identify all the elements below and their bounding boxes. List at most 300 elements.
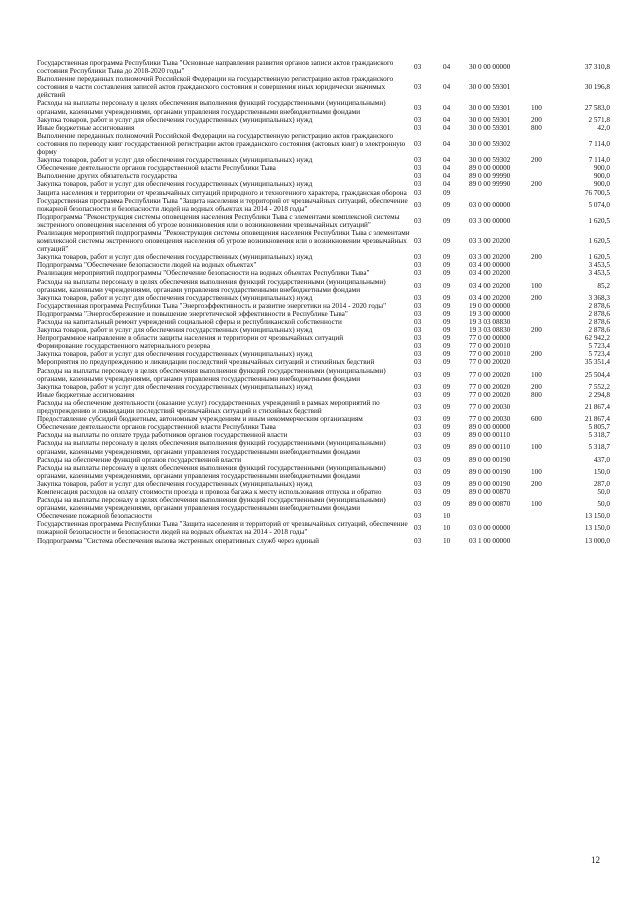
row-target-article: 30 0 00 59301	[469, 115, 511, 124]
row-expense-type	[531, 488, 559, 496]
row-section-code: 03	[414, 467, 422, 476]
row-target-article: 03 4 00 20200	[469, 281, 511, 290]
row-amount: 900,0	[593, 180, 610, 189]
table-row	[37, 415, 610, 423]
row-subsection-code: 09	[443, 293, 451, 302]
table-row	[37, 326, 610, 334]
row-expense-type: 100	[531, 443, 542, 452]
row-expense-type: 100	[531, 281, 542, 290]
table-row	[37, 480, 610, 488]
row-subsection-code: 04	[443, 164, 451, 173]
row-name: Расходы на выплаты по оплате труда работников органов государственной власти	[37, 431, 288, 440]
row-section-code: 03	[414, 455, 422, 464]
table-row	[37, 383, 610, 391]
table-row	[37, 75, 610, 99]
row-amount: 50,0	[597, 500, 610, 509]
row-amount: 13 150,0	[584, 512, 610, 521]
row-expense-type: 600	[531, 415, 542, 424]
table-row	[37, 180, 610, 188]
row-name: Закупка товаров, работ и услуг для обеспечения государственных (муниципальных) нужд	[37, 156, 313, 165]
row-expense-type: 800	[531, 123, 542, 132]
row-amount: 437,0	[593, 455, 610, 464]
row-section-code: 03	[414, 390, 422, 399]
row-name: Защита населения и территории от чрезвычайных ситуаций природного и техногенного характера, гражданская оборона	[37, 188, 407, 197]
row-name: Формирование государственного материального резерва	[37, 342, 211, 351]
row-subsection-code: 09	[443, 487, 451, 496]
row-expense-type: 100	[531, 467, 542, 476]
row-target-article: 30 0 00 59301	[469, 123, 511, 132]
row-amount: 7 114,0	[588, 139, 610, 148]
table-row	[37, 124, 610, 132]
row-section-code: 03	[414, 342, 422, 351]
table-row	[37, 132, 610, 156]
row-expense-type	[531, 358, 559, 366]
row-target-article: 30 0 00 59301	[469, 103, 511, 112]
row-target-article: 77 0 00 00000	[469, 334, 511, 343]
table-row	[37, 278, 610, 294]
row-subsection-code: 10	[443, 512, 451, 521]
row-name: Расходы на выплаты персоналу в целях обеспечения выполнения функций государственными (муниципальными) органами, казенными учреждениями, органами управления государственными внебюджетными фондами	[37, 99, 386, 116]
row-amount: 2 878,6	[588, 309, 610, 318]
row-target-article: 89 0 00 00190	[469, 479, 511, 488]
table-row	[37, 189, 610, 197]
table-row	[37, 164, 610, 172]
row-name: Обеспечение пожарной безопасности	[37, 512, 153, 521]
row-subsection-code: 09	[443, 253, 451, 262]
table-row	[37, 172, 610, 180]
row-expense-type: 200	[531, 479, 542, 488]
row-section-code: 03	[414, 123, 422, 132]
row-subsection-code: 09	[443, 342, 451, 351]
row-section-code: 03	[414, 103, 422, 112]
row-subsection-code: 09	[443, 402, 451, 411]
row-expense-type: 200	[531, 382, 542, 391]
row-section-code: 03	[414, 443, 422, 452]
row-target-article: 19 3 03 08830	[469, 326, 511, 335]
row-amount: 7 552,2	[588, 382, 610, 391]
row-expense-type: 200	[531, 156, 542, 165]
row-amount: 1 620,5	[588, 216, 610, 225]
row-name: Выполнение других обязательств государства	[37, 172, 178, 181]
row-expense-type: 200	[531, 350, 542, 359]
row-expense-type: 200	[531, 180, 542, 189]
row-target-article: 03 3 00 20200	[469, 253, 511, 262]
row-name: Закупка товаров, работ и услуг для обеспечения государственных (муниципальных) нужд	[37, 326, 313, 335]
row-target-article: 77 0 00 20030	[469, 415, 511, 424]
row-section-code: 03	[414, 487, 422, 496]
row-name: Закупка товаров, работ и услуг для обеспечения государственных (муниципальных) нужд	[37, 253, 313, 262]
row-amount: 2 878,6	[588, 318, 610, 326]
row-subsection-code: 09	[443, 358, 451, 367]
row-target-article: 77 0 00 20030	[469, 402, 511, 411]
row-section-code: 03	[414, 115, 422, 124]
budget-table	[37, 59, 610, 545]
row-subsection-code: 04	[443, 180, 451, 189]
row-section-code: 03	[414, 334, 422, 343]
row-section-code: 03	[414, 423, 422, 432]
row-expense-type	[531, 342, 559, 350]
row-amount: 5 805,7	[588, 423, 610, 432]
row-expense-type: 200	[531, 253, 542, 262]
row-name: Обеспечение деятельности органов государственной власти Республики Тыва	[37, 164, 276, 173]
table-row	[37, 464, 610, 480]
table-row	[37, 399, 610, 415]
row-target-article	[469, 512, 531, 520]
row-subsection-code: 09	[443, 200, 451, 209]
row-section-code: 03	[414, 269, 422, 278]
row-expense-type	[531, 261, 559, 269]
row-expense-type	[531, 423, 559, 431]
row-subsection-code: 09	[443, 237, 451, 246]
row-amount: 5 723,4	[588, 342, 610, 351]
row-subsection-code: 09	[443, 443, 451, 452]
row-section-code: 03	[414, 512, 422, 521]
row-amount: 62 942,2	[584, 334, 610, 343]
row-subsection-code: 04	[443, 123, 451, 132]
row-expense-type	[531, 164, 559, 172]
table-row	[37, 512, 610, 520]
row-target-article: 03 0 00 00000	[469, 200, 511, 209]
row-target-article: 30 0 00 59302	[469, 139, 511, 148]
row-target-article: 89 0 00 00110	[469, 431, 511, 440]
row-section-code: 03	[414, 281, 422, 290]
row-name: Закупка товаров, работ и услуг для обеспечения государственных (муниципальных) нужд	[37, 115, 313, 124]
row-target-article: 30 0 00 00000	[469, 63, 511, 72]
row-subsection-code: 04	[443, 103, 451, 112]
row-expense-type	[531, 75, 559, 99]
table-row	[37, 261, 610, 269]
row-amount: 50,0	[597, 487, 610, 496]
table-row	[37, 269, 610, 277]
row-expense-type	[531, 132, 559, 156]
row-subsection-code: 09	[443, 390, 451, 399]
row-amount: 2 878,6	[588, 301, 610, 310]
row-name: Мероприятия по предупреждению и ликвидации последствий чрезвычайных ситуаций и стихийных бедствий	[37, 358, 375, 367]
row-name: Реализация мероприятий подпрограммы "Реконструкция системы оповещения населения Республики Тыва с элементами комплексной системы экстренного оповещения населения об угрозе возникновения или о возникновении чрезвычайных ситуаций"	[37, 228, 410, 254]
row-section-code: 03	[414, 536, 422, 545]
table-row	[37, 197, 610, 213]
row-name: Закупка товаров, работ и услуг для обеспечения государственных (муниципальных) нужд	[37, 350, 313, 359]
row-expense-type: 100	[531, 103, 542, 112]
row-amount: 13 000,0	[584, 536, 610, 545]
row-amount: 76 700,5	[584, 188, 610, 197]
table-row	[37, 350, 610, 358]
row-name: Реализация мероприятий подпрограммы "Обеспечение безопасности на водных объектах Республики Тыва"	[37, 269, 370, 278]
row-section-code: 03	[414, 261, 422, 270]
row-name: Государственная программа Республики Тыва "Защита населения и территорий от чрезвычайных ситуаций, обеспечение пожарной безопасности и безопасности людей на водных объектах на 2014 - 2018 годы"	[37, 520, 408, 537]
row-amount: 150,0	[593, 467, 610, 476]
row-subsection-code: 09	[443, 334, 451, 343]
row-name: Иные бюджетные ассигнования	[37, 390, 135, 399]
table-row	[37, 537, 610, 545]
table-row	[37, 423, 610, 431]
row-amount: 21 867,4	[584, 415, 610, 424]
table-row	[37, 520, 610, 536]
row-target-article: 03 3 00 20200	[469, 237, 511, 246]
table-row	[37, 294, 610, 302]
row-target-article: 03 4 00 20200	[469, 293, 511, 302]
row-section-code: 03	[414, 370, 422, 379]
row-expense-type	[531, 512, 559, 520]
row-section-code: 03	[414, 382, 422, 391]
row-subsection-code: 09	[443, 261, 451, 270]
row-name: Подпрограмма "Система обеспечения вызова экстренных оперативных служб через единый	[37, 536, 319, 545]
row-target-article: 03 3 00 00000	[469, 216, 511, 225]
row-subsection-code: 09	[443, 216, 451, 225]
row-target-article: 03 1 00 00000	[469, 536, 511, 545]
table-row	[37, 310, 610, 318]
row-amount: 25 504,4	[584, 370, 610, 379]
row-target-article: 89 0 00 99990	[469, 180, 511, 189]
row-amount: 3 453,5	[588, 261, 610, 270]
row-expense-type	[531, 334, 559, 342]
row-name: Расходы на выплаты персоналу в целях обеспечения выполнения функций государственными (муниципальными) органами, казенными учреждениями, органами управления государственными внебюджетными фондами	[37, 463, 386, 480]
row-section-code: 03	[414, 358, 422, 367]
row-target-article: 03 4 00 00000	[469, 261, 511, 270]
row-expense-type	[531, 456, 559, 464]
row-subsection-code: 09	[443, 269, 451, 278]
row-name: Расходы на выплаты персоналу в целях обеспечения выполнения функций государственными (муниципальными) органами, казенными учреждениями, органами управления государственными внебюджетными фондами	[37, 496, 386, 513]
row-target-article: 03 4 00 20200	[469, 269, 511, 278]
row-subsection-code: 09	[443, 500, 451, 509]
table-row	[37, 358, 610, 366]
row-name: Иные бюджетные ассигнования	[37, 123, 135, 132]
row-expense-type	[531, 302, 559, 310]
table-row	[37, 213, 610, 229]
row-subsection-code: 09	[443, 479, 451, 488]
page-number: 12	[591, 855, 600, 865]
row-section-code: 03	[414, 237, 422, 246]
row-amount: 2 878,6	[588, 326, 610, 335]
table-row	[37, 367, 610, 383]
row-name: Закупка товаров, работ и услуг для обеспечения государственных (муниципальных) нужд	[37, 479, 313, 488]
row-amount: 21 867,4	[584, 402, 610, 411]
row-name: Расходы на обеспечение деятельности (оказание услуг) государственных учреждений в рамках мероприятий по предупреждению и ликвидации последствий чрезвычайных ситуаций и стихийных бедствий	[37, 398, 380, 416]
row-target-article: 89 0 00 00000	[469, 164, 511, 173]
row-subsection-code: 04	[443, 172, 451, 181]
row-subsection-code: 09	[443, 309, 451, 318]
table-row	[37, 302, 610, 310]
row-subsection-code: 09	[443, 318, 451, 326]
table-row	[37, 318, 610, 326]
table-row	[37, 59, 610, 75]
row-target-article: 19 3 03 08830	[469, 318, 511, 326]
row-subsection-code: 09	[443, 467, 451, 476]
row-subsection-code: 10	[443, 536, 451, 545]
row-target-article: 30 0 00 59301	[469, 83, 511, 92]
row-subsection-code: 04	[443, 63, 451, 72]
row-amount: 35 351,4	[584, 358, 610, 367]
row-name: Предоставление субсидий бюджетным, автономным учреждениям и иным некоммерческим организациям	[37, 415, 363, 424]
table-row	[37, 488, 610, 496]
row-expense-type	[531, 431, 559, 439]
row-section-code: 03	[414, 188, 422, 197]
row-name: Расходы на выплаты персоналу в целях обеспечения выполнения функций государственными (муниципальными) органами, казенными учреждениями, органами управления государственными внебюджетными фондами	[37, 439, 386, 456]
row-target-article: 89 0 00 00870	[469, 487, 511, 496]
row-subsection-code: 04	[443, 139, 451, 148]
row-section-code: 03	[414, 216, 422, 225]
table-row	[37, 439, 610, 455]
row-section-code: 03	[414, 164, 422, 173]
row-section-code: 03	[414, 524, 422, 533]
row-expense-type: 200	[531, 326, 542, 335]
row-expense-type	[531, 197, 559, 213]
row-subsection-code: 09	[443, 415, 451, 424]
row-target-article: 77 0 00 20020	[469, 390, 511, 399]
row-target-article: 89 0 00 00110	[469, 443, 511, 452]
row-section-code: 03	[414, 350, 422, 359]
row-name: Выполнение переданных полномочий Российской Федерации на государственную регистрацию актов гражданского состояния по переводу книг государственной регистрации актов гражданского состояния (актовых книг) в электронную форму	[37, 131, 406, 157]
row-section-code: 03	[414, 139, 422, 148]
row-section-code: 03	[414, 156, 422, 165]
row-name: Государственная программа Республики Тыва "Основные направления развития органов записи актов гражданского состояния Республики Тыва до 2018-2020 годы"	[37, 59, 394, 76]
row-section-code: 03	[414, 253, 422, 262]
row-subsection-code: 09	[443, 326, 451, 335]
row-target-article: 77 0 00 20020	[469, 370, 511, 379]
row-amount: 85,2	[597, 281, 610, 290]
table-row	[37, 253, 610, 261]
row-target-article: 77 0 00 20010	[469, 350, 511, 359]
row-section-code: 03	[414, 309, 422, 318]
row-subsection-code: 04	[443, 115, 451, 124]
table-row	[37, 342, 610, 350]
row-expense-type	[531, 537, 559, 545]
row-section-code: 03	[414, 402, 422, 411]
row-name: Расходы на выплаты персоналу в целях обеспечения выполнения функций государственными (муниципальными) органами, казенными учреждениями, органами управления государственными внебюджетными фондами	[37, 366, 386, 383]
row-amount: 37 310,8	[584, 63, 610, 72]
row-subsection-code: 10	[443, 524, 451, 533]
table-row	[37, 431, 610, 439]
row-expense-type: 200	[531, 115, 542, 124]
row-name: Государственная программа Республики Тыва "Защита населения и территорий от чрезвычайных ситуаций, обеспечение пожарной безопасности и безопасности людей на водных объектах на 2014 - 2018 годы"	[37, 196, 408, 213]
row-name: Подпрограмма "Обеспечение безопасности людей на водных объектах"	[37, 261, 257, 270]
row-target-article: 77 0 00 20010	[469, 342, 511, 351]
row-expense-type	[531, 399, 559, 415]
row-name: Подпрограмма "Реконструкция системы оповещения населения Республики Тыва с элементами комплексной системы экстренного оповещения населения об угрозе возникновения или о возникновении чрезвычайных ситуаций"	[37, 212, 400, 229]
row-amount: 900,0	[593, 172, 610, 181]
row-subsection-code: 04	[443, 156, 451, 165]
row-name: Подпрограмма "Энергосбережение и повышение энергетической эффективности в Республике Тыва"	[37, 309, 348, 318]
row-amount: 287,0	[593, 479, 610, 488]
budget-page	[37, 59, 610, 545]
row-expense-type: 100	[531, 500, 542, 509]
row-amount: 7 114,0	[588, 156, 610, 165]
row-section-code: 03	[414, 172, 422, 181]
row-name: Государственная программа Республики Тыва "Энергоэффективность и развитие энергетики на 2014 - 2020 годы"	[37, 301, 387, 310]
row-name: Расходы на обеспечение функций органов государственной власти	[37, 455, 242, 464]
row-section-code: 03	[414, 301, 422, 310]
row-target-article: 19 3 00 00000	[469, 309, 511, 318]
row-target-article: 77 0 00 20020	[469, 382, 511, 391]
row-section-code: 03	[414, 326, 422, 335]
row-amount: 3 453,5	[588, 269, 610, 278]
row-target-article: 89 0 00 00870	[469, 500, 511, 509]
row-expense-type	[531, 520, 559, 536]
row-name: Расходы на выплаты персоналу в целях обеспечения выполнения функций государственными (муниципальными) органами, казенными учреждениями, органами управления государственными внебюджетными фондами	[37, 277, 386, 294]
row-subsection-code: 04	[443, 83, 451, 92]
row-target-article: 89 0 00 99990	[469, 172, 511, 181]
table-row	[37, 456, 610, 464]
row-name: Расходы на капитальный ремонт учреждений социальной сферы и республиканской собственности	[37, 318, 342, 326]
row-target-article: 19 0 00 00000	[469, 301, 511, 310]
row-subsection-code: 09	[443, 382, 451, 391]
row-amount: 5 318,7	[588, 443, 610, 452]
row-amount: 5 074,0	[588, 200, 610, 209]
budget-table-body	[37, 59, 610, 545]
row-subsection-code: 09	[443, 455, 451, 464]
row-subsection-code: 09	[443, 188, 451, 197]
row-amount: 3 368,3	[588, 293, 610, 302]
row-section-code: 03	[414, 479, 422, 488]
row-name: Непрограммное направление в области защиты населения и территории от чрезвычайных ситуаций	[37, 334, 344, 343]
row-amount: 5 318,7	[588, 431, 610, 440]
row-subsection-code: 09	[443, 350, 451, 359]
row-name: Выполнение переданных полномочий Российской Федерации на государственную регистрацию актов гражданского состояния в части составления записей актов гражданского состояния и совершения иных юридически значимых действий	[37, 75, 394, 100]
row-name: Закупка товаров, работ и услуг для обеспечения государственных (муниципальных) нужд	[37, 382, 313, 391]
row-section-code: 03	[414, 293, 422, 302]
row-target-article: 03 0 00 00000	[469, 524, 511, 533]
row-amount: 42,0	[597, 123, 610, 132]
row-section-code: 03	[414, 180, 422, 189]
row-section-code: 03	[414, 83, 422, 92]
row-target-article: 77 0 00 20020	[469, 358, 511, 367]
row-expense-type: 800	[531, 390, 542, 399]
row-expense-type: 100	[531, 370, 542, 379]
table-row	[37, 496, 610, 512]
row-expense-type	[531, 318, 559, 326]
row-amount: 5 723,4	[588, 350, 610, 359]
row-expense-type	[531, 59, 559, 75]
row-name: Закупка товаров, работ и услуг для обеспечения государственных (муниципальных) нужд	[37, 180, 313, 189]
row-section-code: 03	[414, 431, 422, 440]
row-expense-type: 200	[531, 293, 542, 302]
table-row	[37, 334, 610, 342]
row-expense-type	[531, 189, 559, 197]
row-expense-type	[531, 213, 559, 229]
row-target-article: 89 0 00 00190	[469, 467, 511, 476]
row-target-article	[469, 189, 531, 197]
row-target-article: 89 0 00 00190	[469, 455, 511, 464]
row-amount: 1 620,5	[588, 253, 610, 262]
row-section-code: 03	[414, 200, 422, 209]
row-target-article: 30 0 00 59302	[469, 156, 511, 165]
row-section-code: 03	[414, 500, 422, 509]
row-section-code: 03	[414, 63, 422, 72]
row-amount: 1 620,5	[588, 237, 610, 246]
row-name: Компенсация расходов на оплату стоимости проезда и провоза багажа к месту использования отпуска и обратно	[37, 487, 382, 496]
table-row	[37, 229, 610, 253]
row-section-code: 03	[414, 318, 422, 326]
row-target-article: 89 0 00 00000	[469, 423, 511, 432]
row-expense-type	[531, 310, 559, 318]
table-row	[37, 156, 610, 164]
table-row	[37, 116, 610, 124]
row-amount: 2 571,8	[588, 115, 610, 124]
row-expense-type	[531, 269, 559, 277]
row-amount: 900,0	[593, 164, 610, 173]
row-amount: 30 196,8	[584, 83, 610, 92]
row-subsection-code: 09	[443, 281, 451, 290]
row-amount: 13 150,0	[584, 524, 610, 533]
row-subsection-code: 09	[443, 423, 451, 432]
row-name: Закупка товаров, работ и услуг для обеспечения государственных (муниципальных) нужд	[37, 293, 313, 302]
table-row	[37, 99, 610, 115]
row-expense-type	[531, 172, 559, 180]
row-name: Обеспечение деятельности органов государственной власти Республики Тыва	[37, 423, 276, 432]
row-amount: 27 583,0	[584, 103, 610, 112]
row-subsection-code: 09	[443, 301, 451, 310]
row-section-code: 03	[414, 415, 422, 424]
